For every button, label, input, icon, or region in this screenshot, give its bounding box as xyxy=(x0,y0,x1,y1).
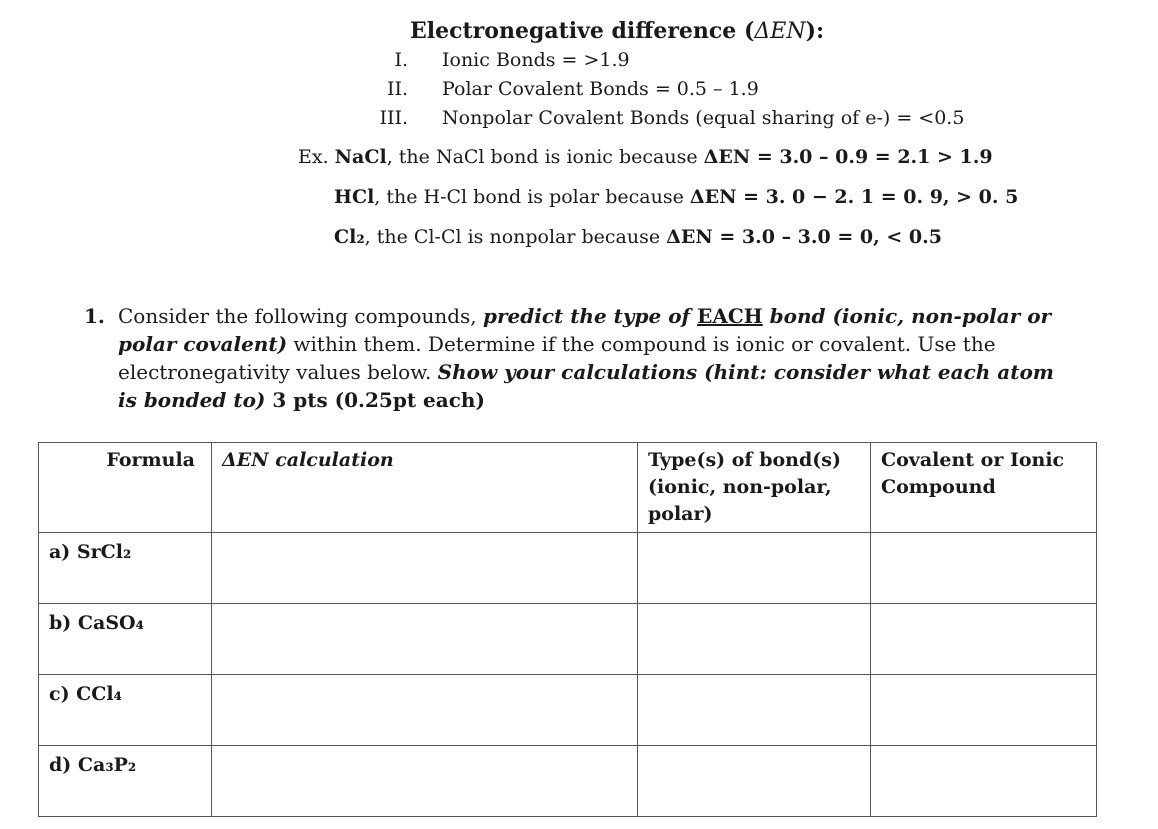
example-desc: , the Cl-Cl is nonpolar because xyxy=(364,226,667,248)
example-compound: Cl₂ xyxy=(334,226,365,248)
table-header-row xyxy=(39,443,1097,533)
question-part: EACH xyxy=(697,304,763,328)
calc-cell[interactable] xyxy=(212,533,638,604)
question-text xyxy=(118,302,1078,414)
question-part: within them. Determine if the compound is ionic or covalent. Use the electronegativity values below. xyxy=(118,332,996,384)
bond-type-cell[interactable] xyxy=(638,675,871,746)
compound-type-cell[interactable] xyxy=(871,604,1097,675)
header-compound-type: Covalent or Ionic Compound xyxy=(871,443,1097,533)
title-symbol: ΔEN xyxy=(754,19,806,44)
table-row xyxy=(39,746,1097,817)
table-row xyxy=(39,604,1097,675)
rule-numeral: III. xyxy=(379,107,408,129)
title-prefix: Electronegative difference ( xyxy=(410,18,755,44)
table-row xyxy=(39,533,1097,604)
bond-type-cell[interactable] xyxy=(638,604,871,675)
compound-type-cell[interactable] xyxy=(871,746,1097,817)
header-bond-type: Type(s) of bond(s) (ionic, non-polar, polar) xyxy=(638,443,871,533)
question-part: Show your calculations (hint: consider what each atom is bonded to) xyxy=(118,360,1054,412)
calc-cell[interactable] xyxy=(212,746,638,817)
question-part: Consider the following compounds, xyxy=(118,304,483,328)
calc-cell[interactable] xyxy=(212,604,638,675)
title-suffix: ): xyxy=(805,18,825,44)
example-desc: , the NaCl bond is ionic because xyxy=(386,146,704,168)
example-compound: NaCl xyxy=(334,146,387,168)
header-en-calculation-text: ΔEN calculation xyxy=(222,449,394,471)
example-line xyxy=(298,146,993,168)
bond-type-cell[interactable] xyxy=(638,746,871,817)
example-calc: ΔEN = 3. 0 − 2. 1 = 0. 9, > 0. 5 xyxy=(689,186,1019,208)
header-formula: Formula xyxy=(39,443,212,533)
example-line xyxy=(334,186,1018,208)
header-en-calculation xyxy=(212,443,638,533)
example-calc: ΔEN = 3.0 – 0.9 = 2.1 > 1.9 xyxy=(703,146,993,168)
rule-numeral: II. xyxy=(386,78,408,100)
page-title xyxy=(410,18,824,44)
rule-text: Ionic Bonds = >1.9 xyxy=(442,49,630,71)
question-part: predict the type of xyxy=(482,304,698,328)
question-points: 3 pts (0.25pt each) xyxy=(265,388,485,412)
rule-numeral: I. xyxy=(394,49,408,71)
formula-cell: d) Ca₃P₂ xyxy=(39,746,212,817)
example-compound: HCl xyxy=(334,186,375,208)
question-part: bond (ionic, non-polar or polar covalent) xyxy=(118,304,1052,356)
example-lead: Ex. xyxy=(298,146,335,168)
rule-text: Polar Covalent Bonds = 0.5 – 1.9 xyxy=(442,78,759,100)
example-calc: ΔEN = 3.0 – 3.0 = 0, < 0.5 xyxy=(666,226,942,248)
answer-table xyxy=(38,442,1097,817)
example-line xyxy=(334,226,942,248)
bond-type-cell[interactable] xyxy=(638,533,871,604)
formula-cell: b) CaSO₄ xyxy=(39,604,212,675)
question-number: 1. xyxy=(84,304,105,328)
formula-cell: a) SrCl₂ xyxy=(39,533,212,604)
calc-cell[interactable] xyxy=(212,675,638,746)
compound-type-cell[interactable] xyxy=(871,675,1097,746)
compound-type-cell[interactable] xyxy=(871,533,1097,604)
formula-cell: c) CCl₄ xyxy=(39,675,212,746)
rule-text: Nonpolar Covalent Bonds (equal sharing of e-) = <0.5 xyxy=(442,107,965,129)
example-desc: , the H-Cl bond is polar because xyxy=(374,186,690,208)
table-row xyxy=(39,675,1097,746)
